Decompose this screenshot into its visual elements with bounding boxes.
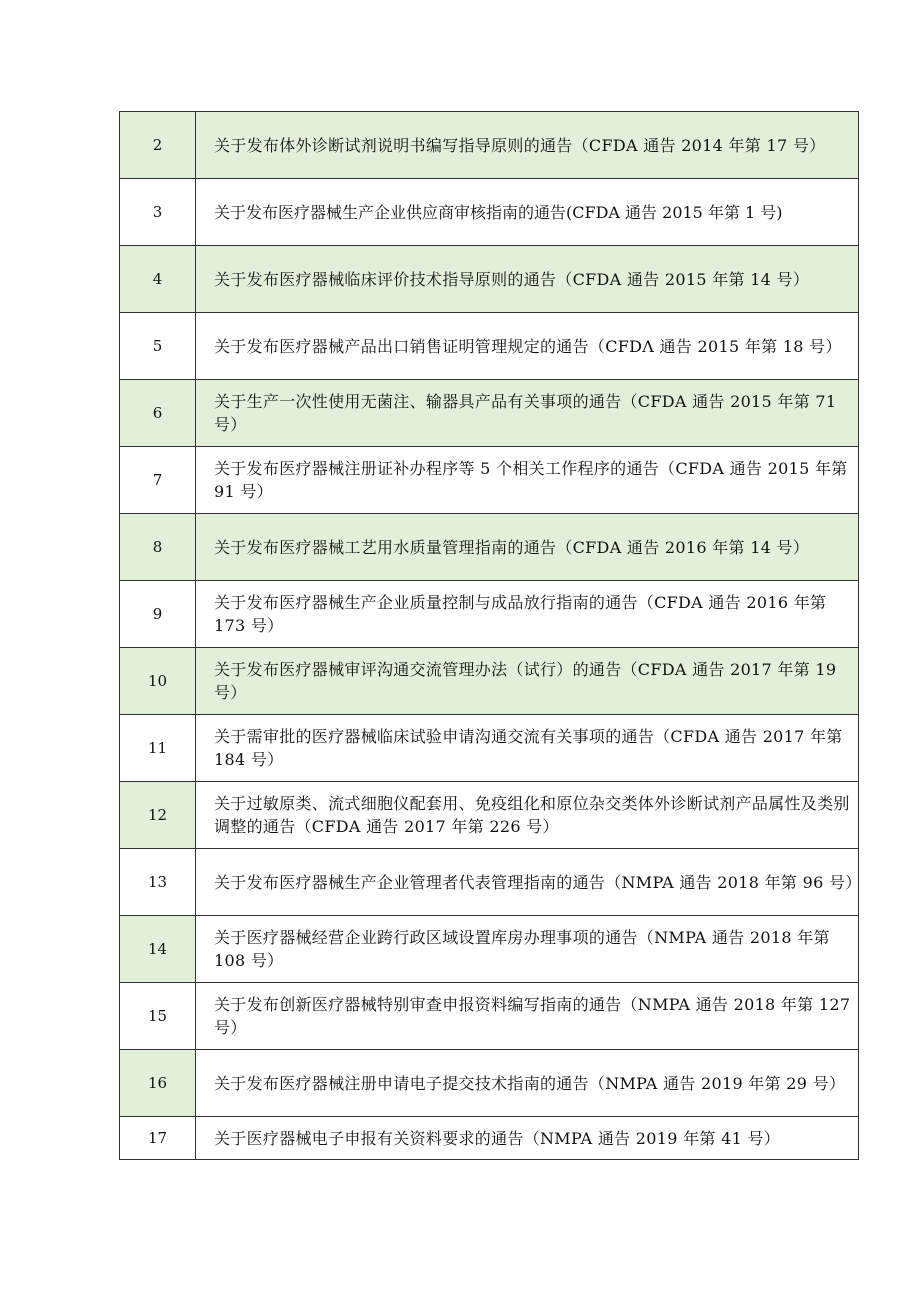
row-number: 9 — [120, 581, 196, 648]
table-row — [120, 514, 859, 581]
table-row — [120, 648, 859, 715]
row-number: 2 — [120, 112, 196, 179]
table-row — [120, 983, 859, 1050]
notice-title: 关于过敏原类、流式细胞仪配套用、免疫组化和原位杂交类体外诊断试剂产品属性及类别调整的通告（CFDA 通告 2017 年第 226 号） — [196, 782, 859, 849]
row-number: 17 — [120, 1117, 196, 1160]
notice-title: 关于发布医疗器械生产企业供应商审核指南的通告(CFDA 通告 2015 年第 1 号) — [196, 179, 859, 246]
row-number: 5 — [120, 313, 196, 380]
table-row — [120, 313, 859, 380]
row-number: 15 — [120, 983, 196, 1050]
row-number: 8 — [120, 514, 196, 581]
row-number: 3 — [120, 179, 196, 246]
notice-title: 关于发布医疗器械注册申请电子提交技术指南的通告（NMPA 通告 2019 年第 29 号） — [196, 1050, 859, 1117]
table-row — [120, 447, 859, 514]
row-number: 16 — [120, 1050, 196, 1117]
table-row — [120, 112, 859, 179]
table-row — [120, 1050, 859, 1117]
notice-title: 关于医疗器械经营企业跨行政区域设置库房办理事项的通告（NMPA 通告 2018 年第 108 号） — [196, 916, 859, 983]
notice-title: 关于生产一次性使用无菌注、输器具产品有关事项的通告（CFDA 通告 2015 年第 71 号） — [196, 380, 859, 447]
table-row — [120, 916, 859, 983]
table-row — [120, 1117, 859, 1160]
notice-title: 关于发布医疗器械产品出口销售证明管理规定的通告（CFDΛ 通告 2015 年第 18 号） — [196, 313, 859, 380]
notice-title: 关于发布体外诊断试剂说明书编写指导原则的通告（CFDA 通告 2014 年第 17 号） — [196, 112, 859, 179]
table-row — [120, 849, 859, 916]
row-number: 11 — [120, 715, 196, 782]
table-row — [120, 782, 859, 849]
row-number: 14 — [120, 916, 196, 983]
notice-title: 关于发布医疗器械审评沟通交流管理办法（试行）的通告（CFDA 通告 2017 年第 19 号） — [196, 648, 859, 715]
notice-title: 关于发布医疗器械临床评价技术指导原则的通告（CFDA 通告 2015 年第 14 号） — [196, 246, 859, 313]
table-row — [120, 246, 859, 313]
notice-title: 关于发布创新医疗器械特别审查申报资料编写指南的通告（NMPA 通告 2018 年第 127 号） — [196, 983, 859, 1050]
notice-title: 关于医疗器械电子申报有关资料要求的通告（NMPA 通告 2019 年第 41 号） — [196, 1117, 859, 1160]
notice-title: 关于发布医疗器械生产企业质量控制与成品放行指南的通告（CFDA 通告 2016 年第 173 号） — [196, 581, 859, 648]
row-number: 12 — [120, 782, 196, 849]
table-row — [120, 380, 859, 447]
row-number: 7 — [120, 447, 196, 514]
table-row — [120, 715, 859, 782]
row-number: 13 — [120, 849, 196, 916]
notice-title: 关于需审批的医疗器械临床试验申请沟通交流有关事项的通告（CFDA 通告 2017 年第 184 号） — [196, 715, 859, 782]
table-row — [120, 179, 859, 246]
notice-title: 关于发布医疗器械注册证补办程序等 5 个相关工作程序的通告（CFDA 通告 2015 年第 91 号） — [196, 447, 859, 514]
row-number: 4 — [120, 246, 196, 313]
notice-title: 关于发布医疗器械生产企业管理者代表管理指南的通告（NMPA 通告 2018 年第 96 号） — [196, 849, 859, 916]
notices-table-body — [120, 112, 862, 1160]
row-number: 6 — [120, 380, 196, 447]
row-number: 10 — [120, 648, 196, 715]
notice-title: 关于发布医疗器械工艺用水质量管理指南的通告（CFDA 通告 2016 年第 14 号） — [196, 514, 859, 581]
table-row — [120, 581, 859, 648]
notices-table — [119, 111, 862, 1160]
